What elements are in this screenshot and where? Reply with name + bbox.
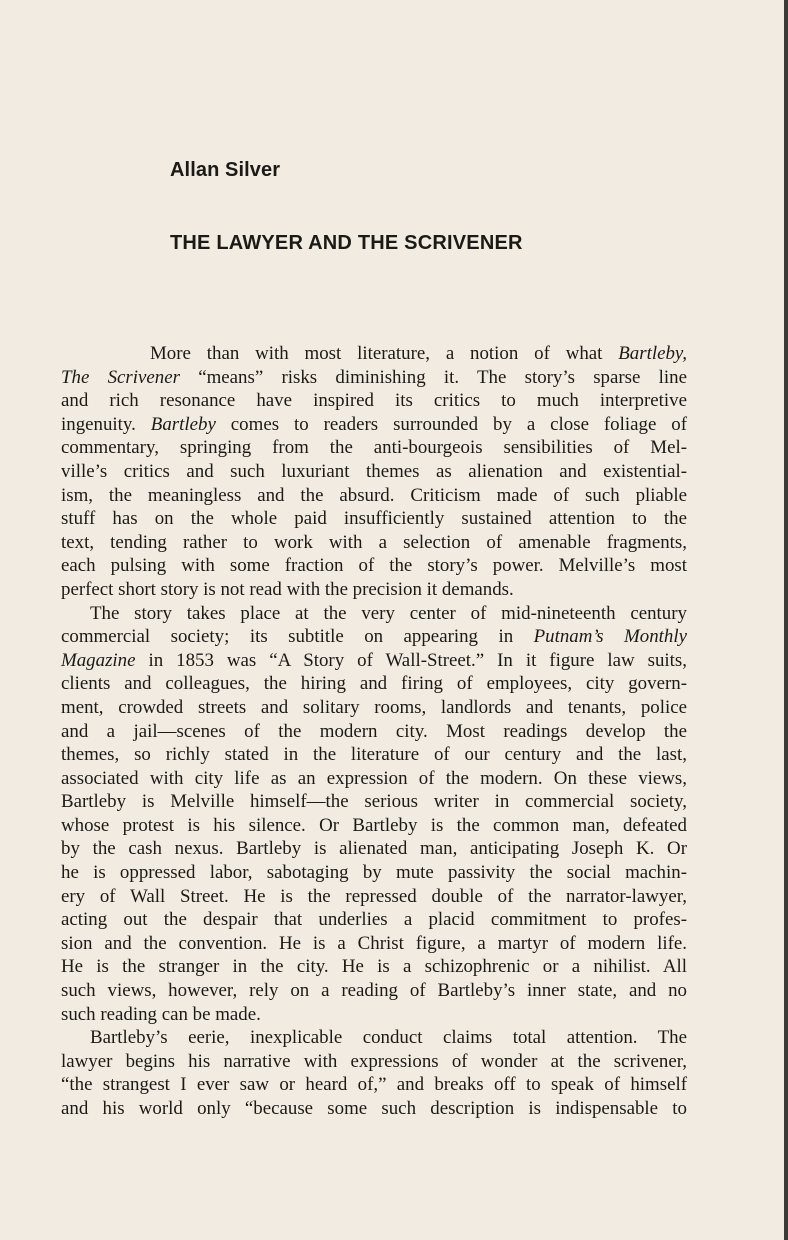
text-line — [61, 554, 687, 578]
text-line — [61, 602, 687, 626]
text-run: stuff has on the whole paid insufficiently sustained attention to the — [61, 508, 687, 530]
text-run: text, tending rather to work with a selection of amenable fragments, — [61, 531, 687, 553]
text-line — [61, 837, 687, 861]
text-run: by the cash nexus. Bartleby is alienated man, anticipating Joseph K. Or — [61, 838, 687, 860]
text-line — [61, 1073, 687, 1097]
text-line — [61, 908, 687, 932]
author-name: Allan Silver — [170, 159, 281, 181]
text-run: and his world only “because some such description is indispensable to — [61, 1098, 687, 1119]
text-line — [61, 885, 687, 909]
text-line — [61, 578, 687, 602]
italic-title: Bartleby, — [618, 343, 687, 364]
text-run: associated with city life as an expression of the modern. On these views, — [61, 767, 687, 789]
text-line — [61, 932, 687, 956]
text-line — [61, 625, 687, 649]
text-run: ism, the meaningless and the absurd. Criticism made of such pliable — [61, 484, 687, 506]
text-run: More than with most literature, a notion of what — [150, 343, 619, 364]
text-run: The story takes place at the very center of mid-nineteenth century — [90, 602, 687, 624]
text-run: Bartleby is Melville himself—the serious writer in commercial society, — [61, 791, 687, 813]
text-line — [61, 366, 687, 390]
text-run: acting out the despair that underlies a placid commitment to profes- — [61, 909, 687, 931]
italic-title: Putnam’s Monthly — [533, 626, 687, 648]
text-line — [61, 814, 687, 838]
text-line — [61, 1097, 687, 1121]
paragraph — [61, 602, 687, 1027]
text-run: and a jail—scenes of the modern city. Most readings develop the — [61, 720, 687, 742]
text-line — [61, 672, 687, 696]
body-text — [61, 342, 687, 1121]
text-line — [61, 389, 687, 413]
text-line — [61, 1003, 687, 1027]
text-line — [61, 460, 687, 484]
text-line — [61, 531, 687, 555]
text-run: sion and the convention. He is a Christ figure, a martyr of modern life. — [61, 932, 687, 954]
text-line — [61, 1026, 687, 1050]
text-line — [61, 507, 687, 531]
text-run: each pulsing with some fraction of the story’s power. Melville’s most — [61, 555, 687, 577]
italic-title: Magazine — [61, 649, 136, 671]
text-run: ery of Wall Street. He is the repressed double of the narrator-lawyer, — [61, 885, 687, 907]
text-run: and rich resonance have inspired its critics to much interpretive — [61, 390, 687, 412]
text-line — [61, 767, 687, 791]
text-line — [61, 1050, 687, 1074]
text-run: whose protest is his silence. Or Bartleby is the common man, defeated — [61, 814, 687, 836]
text-line — [61, 436, 687, 460]
text-run: comes to readers surrounded by a close foliage of — [215, 413, 687, 435]
text-line — [61, 484, 687, 508]
paragraph — [61, 342, 687, 602]
text-line — [61, 979, 687, 1003]
text-run: lawyer begins his narrative with expressions of wonder at the scrivener, — [61, 1050, 687, 1072]
text-line — [61, 342, 687, 366]
text-run: ment, crowded streets and solitary rooms, landlords and tenants, police — [61, 696, 687, 718]
text-run: He is the stranger in the city. He is a schizophrenic or a nihilist. All — [61, 956, 687, 978]
text-line — [61, 861, 687, 885]
text-line — [61, 649, 687, 673]
text-line — [61, 955, 687, 979]
text-line — [61, 413, 687, 437]
text-line — [61, 790, 687, 814]
text-line — [61, 743, 687, 767]
text-run: perfect short story is not read with the precision it demands. — [61, 578, 514, 600]
text-run: “means” risks diminishing it. The story’s sparse line — [179, 366, 687, 388]
text-line — [61, 720, 687, 744]
text-run: ville’s critics and such luxuriant themes as alienation and existential- — [61, 460, 687, 482]
text-run: such views, however, rely on a reading of Bartleby’s inner state, and no — [61, 980, 687, 1002]
text-run: commercial society; its subtitle on appearing in — [61, 626, 534, 648]
text-run: in 1853 was “A Story of Wall-Street.” In it figure law suits, — [135, 649, 687, 671]
text-run: “the strangest I ever saw or heard of,” and breaks off to speak of himself — [61, 1074, 687, 1096]
text-line — [61, 696, 687, 720]
text-run: Bartleby’s eerie, inexplicable conduct claims total attention. The — [90, 1027, 687, 1049]
text-run: such reading can be made. — [61, 1003, 261, 1025]
text-run: he is oppressed labor, sabotaging by mute passivity the social machin- — [61, 862, 687, 884]
text-run: clients and colleagues, the hiring and firing of employees, city govern- — [61, 673, 687, 695]
text-run: commentary, springing from the anti-bourgeois sensibilities of Mel- — [61, 437, 687, 459]
paragraph — [61, 1026, 687, 1120]
essay-title: THE LAWYER AND THE SCRIVENER — [170, 232, 523, 254]
italic-title: The Scrivener — [61, 366, 180, 388]
page-edge-shadow — [784, 0, 788, 1240]
text-run: themes, so richly stated in the literature of our century and the last, — [61, 744, 687, 766]
text-run: ingenuity. — [61, 413, 151, 435]
italic-title: Bartleby — [150, 413, 216, 435]
